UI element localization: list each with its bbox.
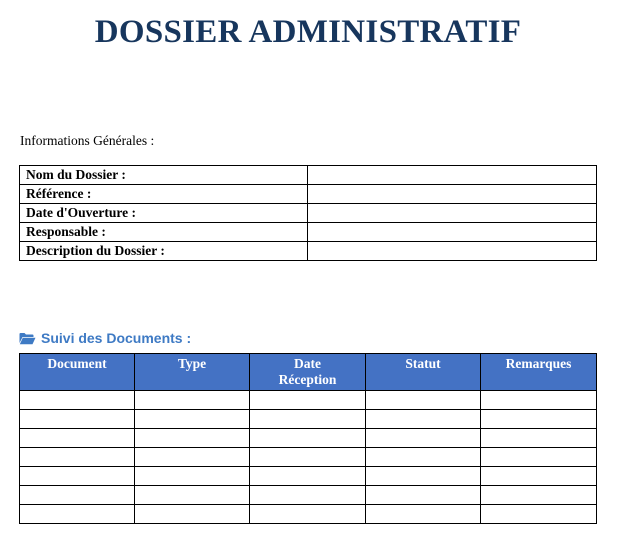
table-row [20, 391, 597, 410]
info-row [20, 242, 597, 261]
info-label: Référence : [20, 185, 308, 204]
table-cell[interactable] [250, 467, 366, 486]
info-row [20, 223, 597, 242]
table-cell[interactable] [481, 429, 597, 448]
column-header: Statut [366, 354, 481, 391]
table-cell[interactable] [20, 391, 135, 410]
folder-icon [19, 332, 36, 345]
general-info-label: Informations Générales : [20, 133, 155, 148]
info-label: Description du Dossier : [20, 242, 308, 261]
documents-table [19, 353, 597, 524]
table-row [20, 429, 597, 448]
table-cell[interactable] [20, 467, 135, 486]
table-cell[interactable] [366, 429, 481, 448]
info-label: Nom du Dossier : [20, 166, 308, 185]
table-cell[interactable] [250, 448, 366, 467]
table-cell[interactable] [250, 429, 366, 448]
documents-heading [19, 330, 191, 346]
table-cell[interactable] [366, 410, 481, 429]
info-value-cell[interactable] [308, 185, 597, 204]
table-cell[interactable] [250, 505, 366, 524]
table-cell[interactable] [135, 410, 250, 429]
column-header: Date Réception [250, 354, 366, 391]
table-cell[interactable] [135, 429, 250, 448]
table-cell[interactable] [366, 391, 481, 410]
info-row [20, 166, 597, 185]
column-header: Document [20, 354, 135, 391]
table-cell[interactable] [135, 448, 250, 467]
table-cell[interactable] [366, 467, 481, 486]
documents-heading-text: Suivi des Documents : [41, 330, 192, 346]
table-cell[interactable] [481, 467, 597, 486]
table-cell[interactable] [20, 505, 135, 524]
info-value-cell[interactable] [308, 242, 597, 261]
table-cell[interactable] [366, 505, 481, 524]
table-cell[interactable] [135, 391, 250, 410]
table-row [20, 486, 597, 505]
table-cell[interactable] [481, 448, 597, 467]
info-value-cell[interactable] [308, 223, 597, 242]
table-row [20, 505, 597, 524]
info-label: Date d'Ouverture : [20, 204, 308, 223]
table-cell[interactable] [20, 429, 135, 448]
table-cell[interactable] [20, 486, 135, 505]
table-cell[interactable] [250, 410, 366, 429]
table-cell[interactable] [250, 391, 366, 410]
column-header: Type [135, 354, 250, 391]
info-row [20, 204, 597, 223]
documents-header-row [20, 354, 597, 391]
info-value-cell[interactable] [308, 204, 597, 223]
table-cell[interactable] [250, 486, 366, 505]
table-cell[interactable] [481, 486, 597, 505]
table-cell[interactable] [135, 505, 250, 524]
table-cell[interactable] [481, 410, 597, 429]
table-cell[interactable] [135, 486, 250, 505]
table-cell[interactable] [481, 391, 597, 410]
general-info-table [19, 165, 597, 261]
page-title: DOSSIER ADMINISTRATIF [94, 14, 522, 50]
info-label: Responsable : [20, 223, 308, 242]
table-row [20, 410, 597, 429]
column-header: Remarques [481, 354, 597, 391]
table-row [20, 467, 597, 486]
table-cell[interactable] [135, 467, 250, 486]
table-cell[interactable] [366, 448, 481, 467]
info-value-cell[interactable] [308, 166, 597, 185]
table-row [20, 448, 597, 467]
table-cell[interactable] [20, 448, 135, 467]
table-cell[interactable] [366, 486, 481, 505]
info-row [20, 185, 597, 204]
table-cell[interactable] [20, 410, 135, 429]
table-cell[interactable] [481, 505, 597, 524]
